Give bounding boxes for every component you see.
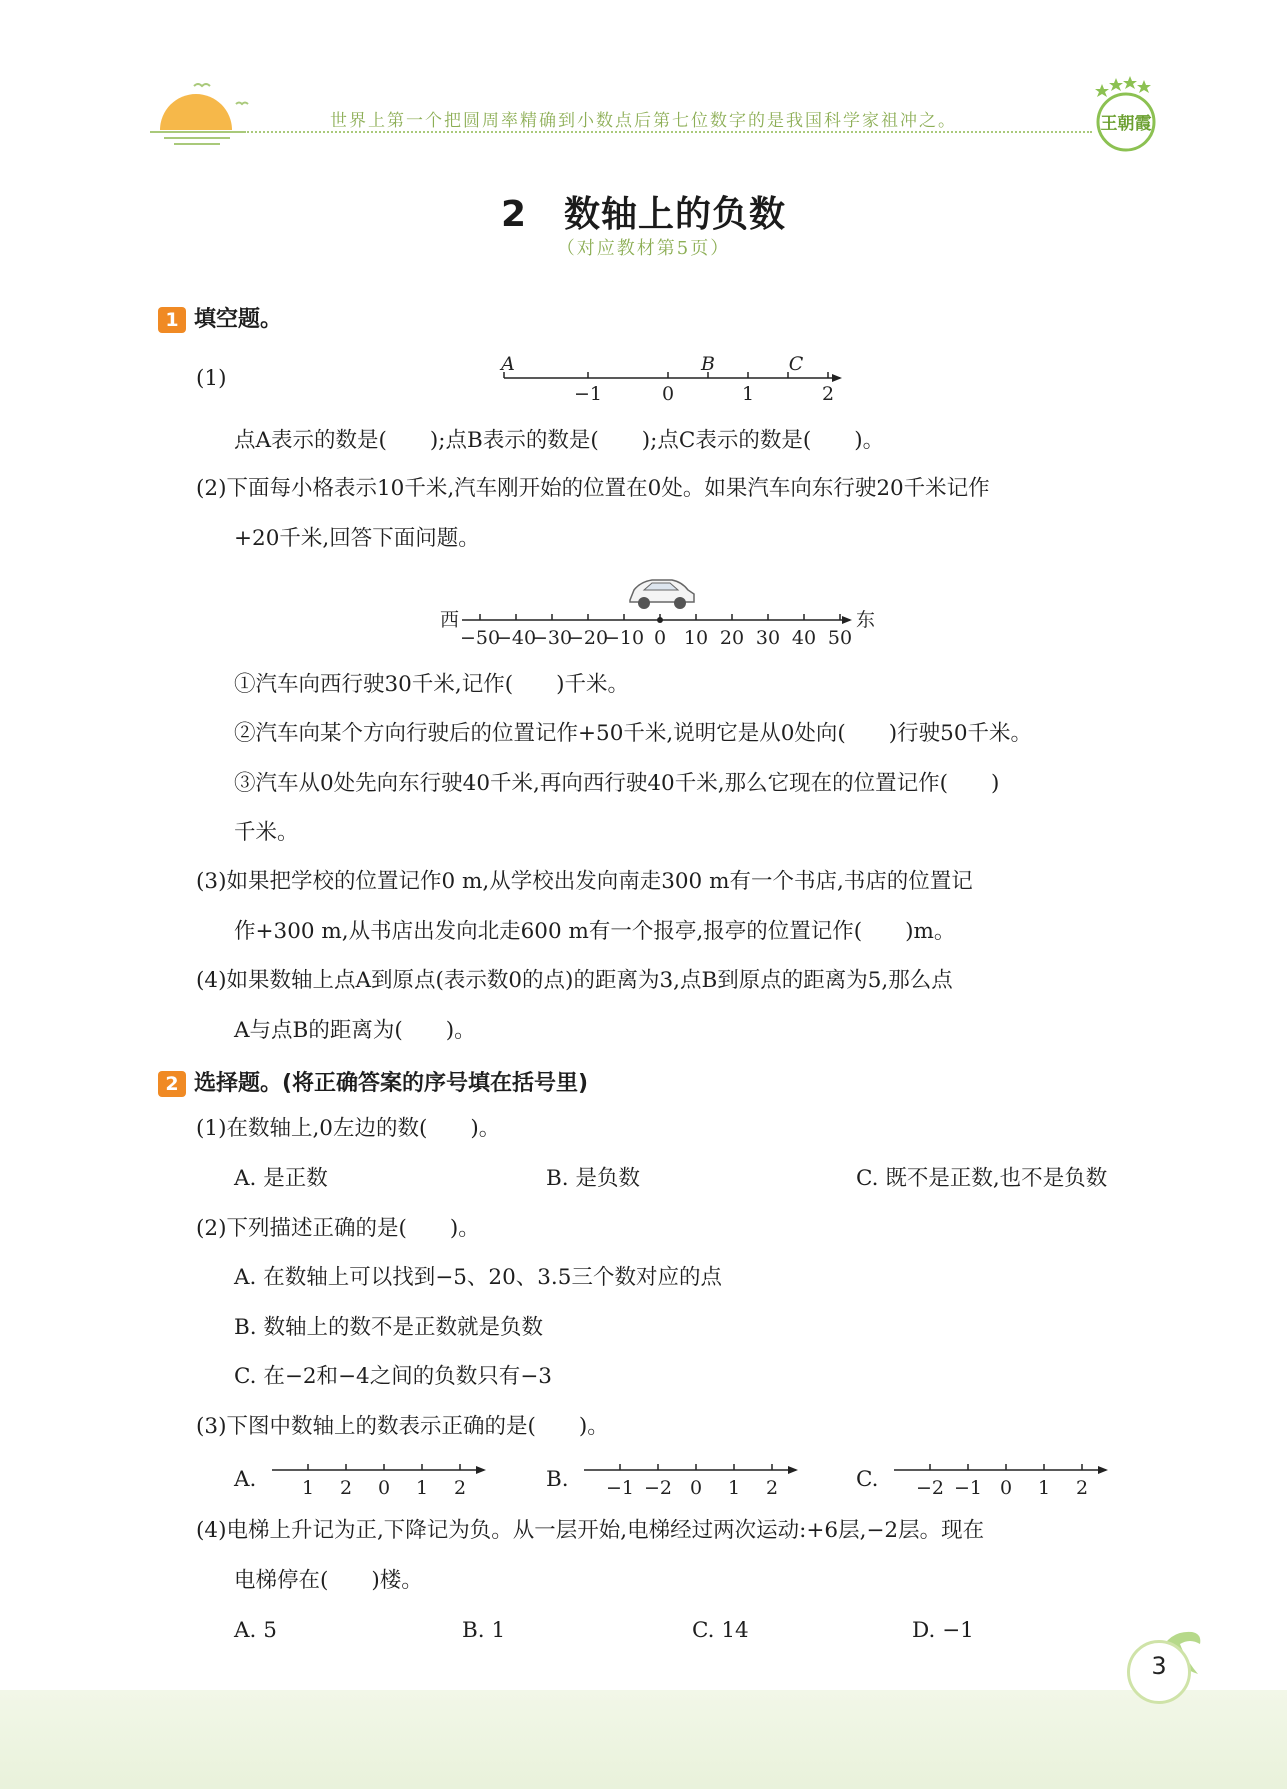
section1-title: 填空题。 <box>194 307 283 332</box>
axis-arrow <box>1098 1466 1108 1474</box>
section1-heading <box>158 302 282 333</box>
s1-q2-line1: (2)下面每小格表示10千米,汽车刚开始的位置在0处。如果汽车向东行驶20千米记作 <box>196 476 990 501</box>
tick-label: 0 <box>689 1477 703 1499</box>
page-number: 3 <box>1151 1652 1167 1680</box>
brand-badge-icon <box>1086 74 1166 158</box>
tick-label: 2 <box>765 1477 779 1499</box>
tick-label: 50 <box>827 627 853 649</box>
s2-q1-option-a: A. 是正数 <box>234 1166 328 1191</box>
s1-q2-sub2: ②汽车向某个方向行驶后的位置记作+50千米,说明它是从0处向( )行驶50千米。 <box>234 721 1033 746</box>
axis-east-label: 东 <box>856 609 876 631</box>
tick-label: 10 <box>683 627 709 649</box>
tick-label: 0 <box>999 1477 1013 1499</box>
s1-q2-line2: +20千米,回答下面问题。 <box>234 526 480 551</box>
tick-label: 1 <box>415 1477 429 1499</box>
s2-q3-stem: (3)下图中数轴上的数表示正确的是( )。 <box>196 1414 609 1439</box>
sunset-logo <box>150 78 260 150</box>
axis-arrow <box>476 1466 486 1474</box>
tick-label: 0 <box>653 627 667 649</box>
page-title: 2 数轴上的负数 <box>500 194 787 235</box>
header-dotted-line <box>152 131 1092 133</box>
s1-q2-sub3-line1: ③汽车从0处先向东行驶40千米,再向西行驶40千米,那么它现在的位置记作( ) <box>234 771 1000 796</box>
section2-badge: 2 <box>158 1071 186 1097</box>
section2-heading <box>158 1066 588 1097</box>
s2-q4-line2: 电梯停在( )楼。 <box>234 1568 423 1593</box>
tick-label: −1 <box>573 383 603 405</box>
s1-q1-line: 点A表示的数是( );点B表示的数是( );点C表示的数是( )。 <box>234 428 885 453</box>
tick-label: 0 <box>377 1477 391 1499</box>
axis-west-label: 西 <box>440 609 460 631</box>
footer-band <box>0 1690 1287 1789</box>
tick-label: 2 <box>821 383 835 405</box>
tick-label: 0 <box>661 383 675 405</box>
s2-q4-option-b: B. 1 <box>462 1618 506 1643</box>
tick-label: 1 <box>1037 1477 1051 1499</box>
tick-label: −2 <box>915 1477 945 1499</box>
tick-label: 20 <box>719 627 745 649</box>
tick-label: −30 <box>531 627 573 649</box>
tick-label: 1 <box>741 383 755 405</box>
header-motto: 世界上第一个把圆周率精确到小数点后第七位数字的是我国科学家祖冲之。 <box>330 111 957 131</box>
s2-q3-axis-a <box>270 1456 500 1504</box>
s1-q2-sub1: ①汽车向西行驶30千米,记作( )千米。 <box>234 672 629 697</box>
tick-label: 1 <box>301 1477 315 1499</box>
tick-label: 2 <box>453 1477 467 1499</box>
page-subtitle: （对应教材第5页） <box>556 238 731 259</box>
s1-q1-label: (1) <box>196 366 227 391</box>
s2-q4-option-d: D. −1 <box>912 1618 974 1643</box>
s2-q2-stem: (2)下列描述正确的是( )。 <box>196 1216 480 1241</box>
section1-badge: 1 <box>158 307 186 333</box>
s2-q1-option-b: B. 是负数 <box>546 1166 640 1191</box>
tick-label: −1 <box>953 1477 983 1499</box>
s2-q2-option-c: C. 在−2和−4之间的负数只有−3 <box>234 1364 552 1389</box>
s1-q3-line1: (3)如果把学校的位置记作0 m,从学校出发向南走300 m有一个书店,书店的位置记 <box>196 869 973 894</box>
s2-q4-line1: (4)电梯上升记为正,下降记为负。从一层开始,电梯经过两次运动:+6层,−2层。现在 <box>196 1518 985 1543</box>
s2-q4-option-a: A. 5 <box>234 1618 277 1643</box>
point-label-c: C <box>788 353 804 375</box>
tick-label: 30 <box>755 627 781 649</box>
section2-title: 选择题。(将正确答案的序号填在括号里) <box>194 1071 589 1096</box>
svg-text:王朝霞: 王朝霞 <box>1100 114 1152 134</box>
tick-label: −50 <box>459 627 501 649</box>
tick-label: −40 <box>495 627 537 649</box>
s2-q3-axis-b <box>582 1456 812 1504</box>
tick-label: 2 <box>339 1477 353 1499</box>
tick-label: 40 <box>791 627 817 649</box>
s1-q4-line2: A与点B的距离为( )。 <box>234 1018 476 1043</box>
tick-label: −1 <box>605 1477 635 1499</box>
s1-q1-number-line <box>496 350 856 410</box>
s2-q3-letter-b: B. <box>546 1467 569 1492</box>
tick-label: 1 <box>727 1477 741 1499</box>
point-label-b: B <box>701 353 715 375</box>
s2-q1-stem: (1)在数轴上,0左边的数( )。 <box>196 1116 501 1141</box>
s1-q3-line2: 作+300 m,从书店出发向北走600 m有一个报亭,报亭的位置记作( )m。 <box>234 919 956 944</box>
s1-q2-number-line <box>440 606 880 656</box>
s2-q3-axis-c <box>892 1456 1122 1504</box>
tick-label: −10 <box>603 627 645 649</box>
tick-label: −20 <box>567 627 609 649</box>
s2-q4-option-c: C. 14 <box>692 1618 749 1643</box>
point-label-a: A <box>501 353 515 375</box>
s1-q4-line1: (4)如果数轴上点A到原点(表示数0的点)的距离为3,点B到原点的距离为5,那么点 <box>196 968 953 993</box>
s2-q2-option-b: B. 数轴上的数不是正数就是负数 <box>234 1315 543 1340</box>
tick-label: −2 <box>643 1477 673 1499</box>
tick-label: 2 <box>1075 1477 1089 1499</box>
s1-q2-sub3-line2: 千米。 <box>234 820 299 845</box>
axis-arrow <box>788 1466 798 1474</box>
s2-q1-option-c: C. 既不是正数,也不是负数 <box>856 1166 1108 1191</box>
s2-q3-letter-a: A. <box>234 1467 257 1492</box>
s2-q3-letter-c: C. <box>856 1467 879 1492</box>
s2-q2-option-a: A. 在数轴上可以找到−5、20、3.5三个数对应的点 <box>234 1265 722 1290</box>
